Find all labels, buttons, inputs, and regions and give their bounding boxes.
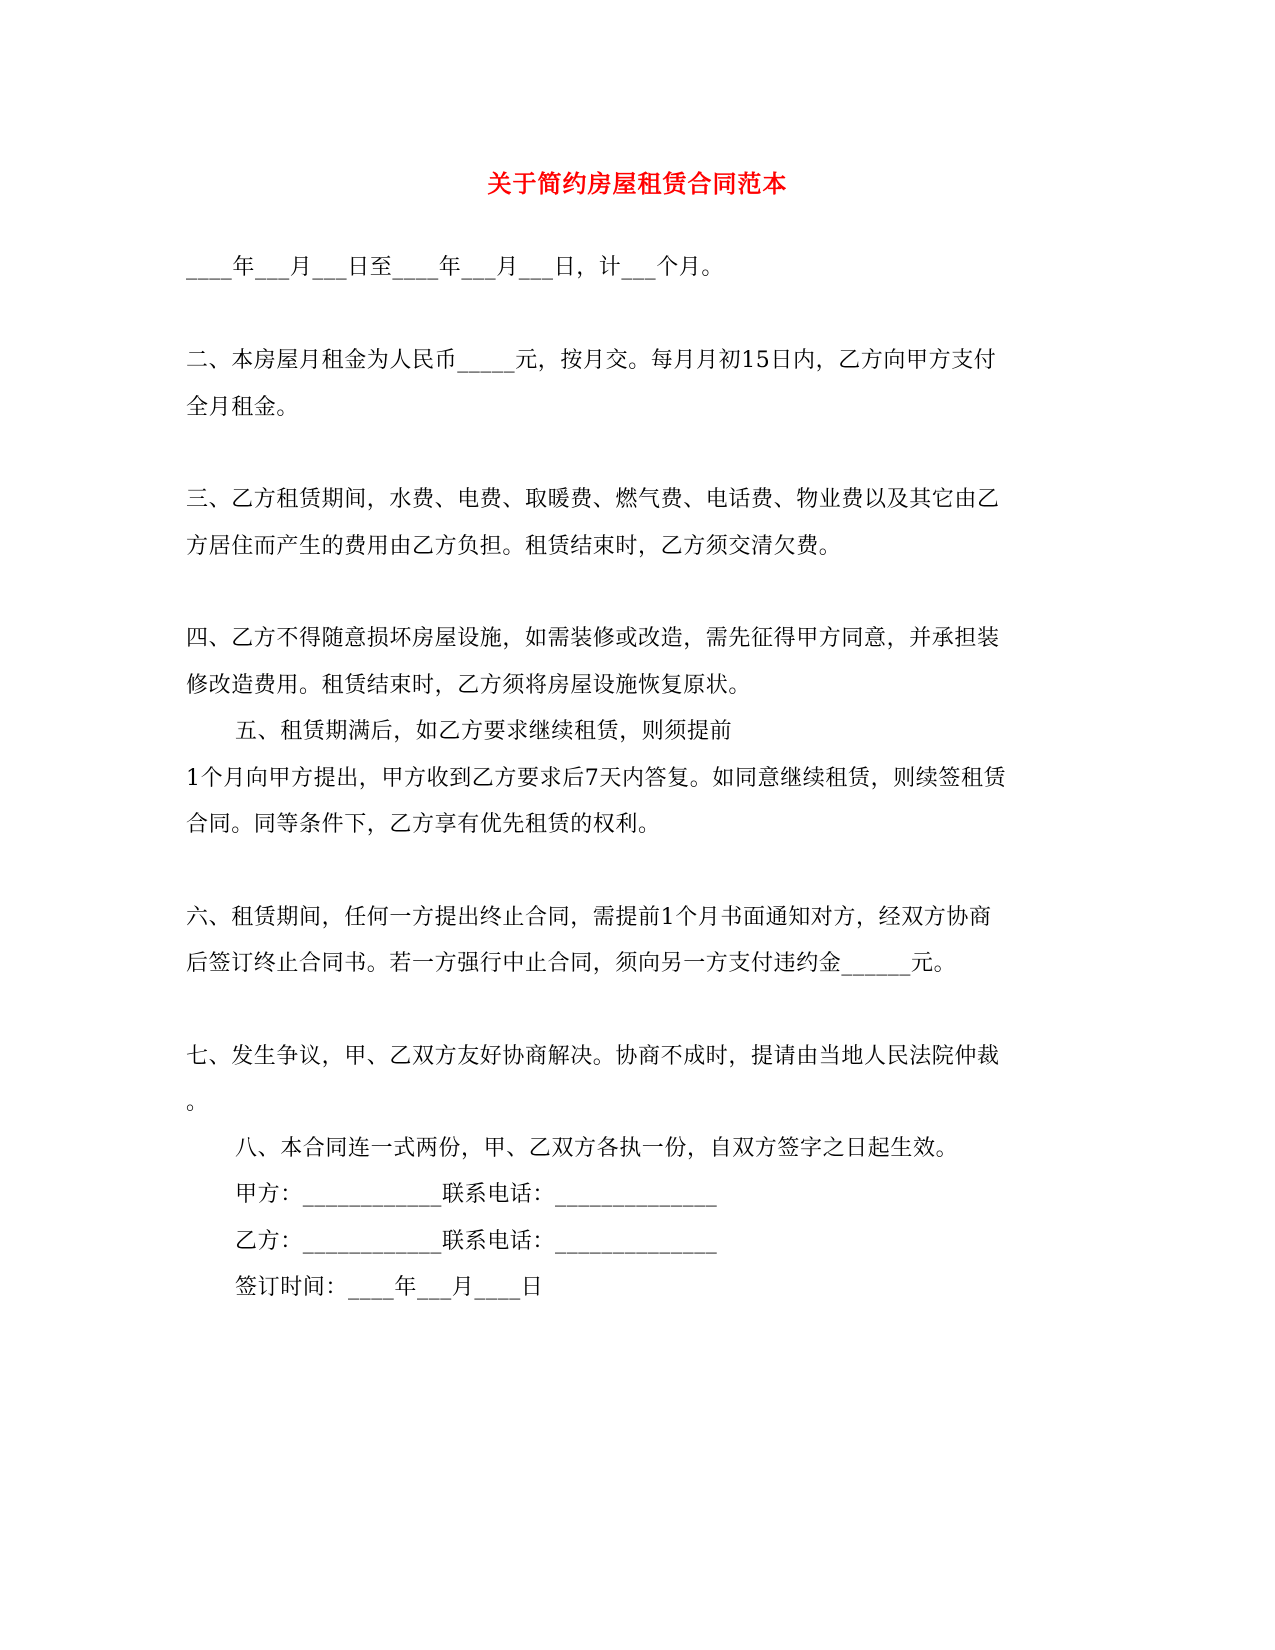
lease-term-line: ____年___月___日至____年___月___日，计___个月。: [186, 255, 725, 280]
clause-2-line-2: 全月租金。: [186, 395, 300, 420]
signing-date-line: 签订时间：____年___月____日: [235, 1275, 544, 1300]
clause-4-line-1: 四、乙方不得随意损坏房屋设施，如需装修或改造，需先征得甲方同意，并承担装: [186, 626, 1000, 651]
clause-5-line-3: 合同。同等条件下，乙方享有优先租赁的权利。: [186, 812, 661, 837]
clause-6-line-2: 后签订终止合同书。若一方强行中止合同，须向另一方支付违约金______元。: [186, 951, 957, 976]
clause-7-line-1: 七、发生争议，甲、乙双方友好协商解决。协商不成时，提请由当地人民法院仲裁: [186, 1044, 1000, 1069]
clause-4-line-2: 修改造费用。租赁结束时，乙方须将房屋设施恢复原状。: [186, 673, 752, 698]
clause-5-line-2: 1个月向甲方提出，甲方收到乙方要求后7天内答复。如同意继续租赁，则续签租赁: [186, 766, 1007, 791]
party-b-signature-line: 乙方：____________联系电话：______________: [235, 1229, 718, 1254]
clause-7-line-2: 。: [186, 1090, 209, 1115]
document-title: 关于简约房屋租赁合同范本: [487, 169, 788, 198]
clause-3-line-2: 方居住而产生的费用由乙方负担。租赁结束时，乙方须交清欠费。: [186, 534, 842, 559]
clause-8-line: 八、本合同连一式两份，甲、乙双方各执一份，自双方签字之日起生效。: [235, 1136, 959, 1161]
clause-2-line-1: 二、本房屋月租金为人民币_____元，按月交。每月月初15日内，乙方向甲方支付: [186, 348, 997, 373]
party-a-signature-line: 甲方：____________联系电话：______________: [235, 1182, 718, 1207]
clause-5-line-1: 五、租赁期满后，如乙方要求继续租赁，则须提前: [235, 719, 733, 744]
clause-6-line-1: 六、租赁期间，任何一方提出终止合同，需提前1个月书面通知对方，经双方协商: [186, 905, 992, 930]
clause-3-line-1: 三、乙方租赁期间，水费、电费、取暖费、燃气费、电话费、物业费以及其它由乙: [186, 487, 1000, 512]
